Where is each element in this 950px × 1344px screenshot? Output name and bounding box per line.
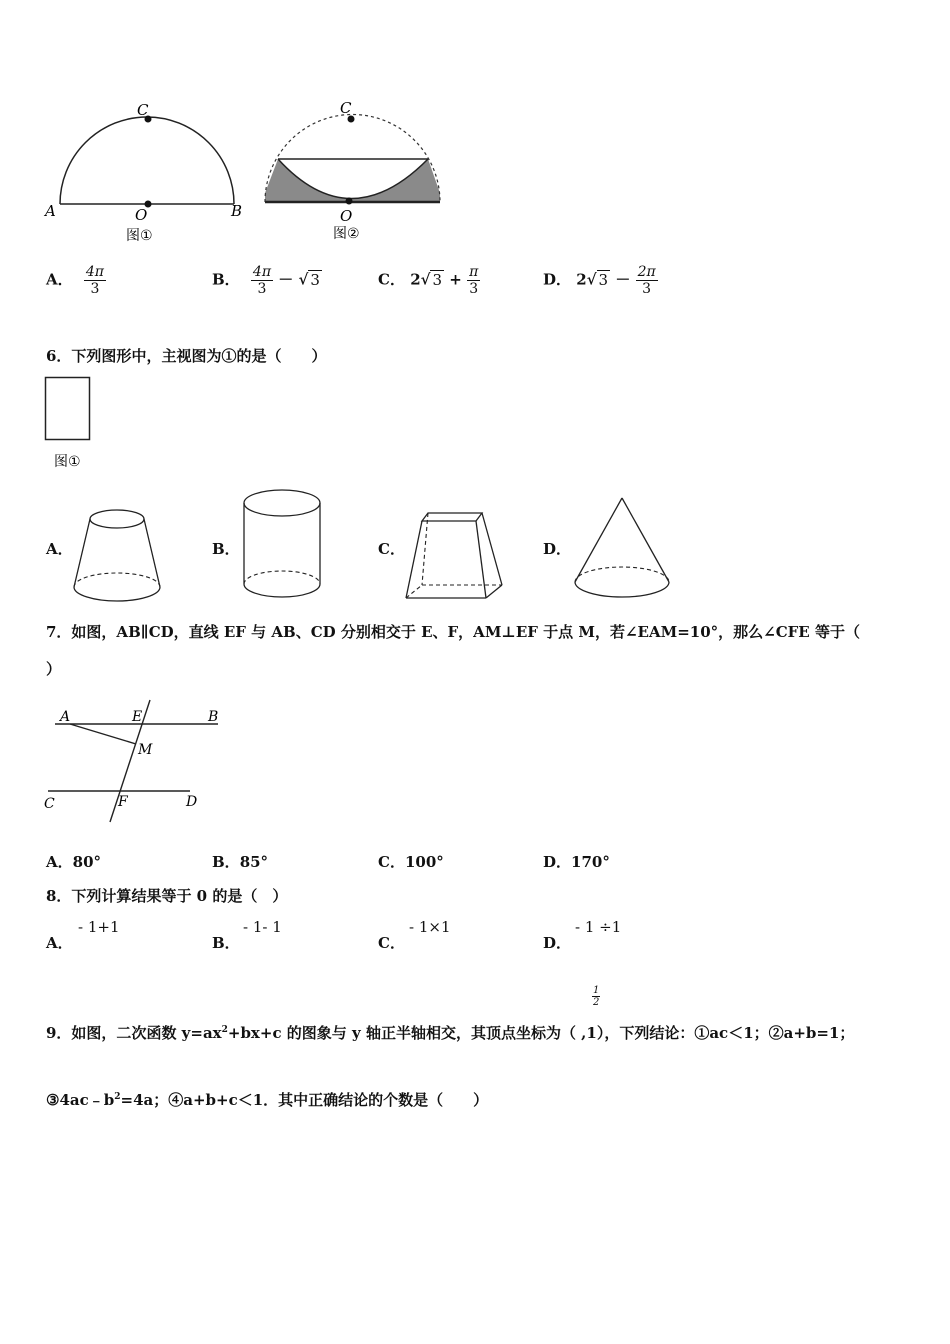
fraction: $\frac{2\pi}{3}$ [637, 264, 656, 297]
q5-option-a [46, 264, 106, 297]
q8-option-b-expr: - 1- 1 [243, 918, 282, 936]
q7-stem-line2: ） [46, 660, 62, 678]
q5-fig1-semicircle [43, 101, 242, 244]
label-o2: O [340, 207, 353, 225]
q9-stem-line1: 9．如图，二次函数 $y=ax^2+bx+c$ 的图象与 y 轴正半轴相交，其顶点坐标为（ ,1），下列结论：①ac＜1；②a+b=1； [46, 1024, 855, 1042]
q8-option-a-expr: - 1+1 [78, 918, 120, 936]
fraction: $\frac{4\pi}{3}$ [85, 264, 104, 297]
label-c: C [44, 796, 55, 812]
q7-parallel-lines-figure [40, 698, 230, 830]
option-letter: A． [46, 270, 73, 289]
sqrt-icon: √ [586, 270, 597, 289]
q8-option-d-label: D． [543, 934, 572, 952]
q8-option-a-label: A． [46, 934, 73, 952]
fig1-caption: 图① [126, 228, 153, 244]
q6-option-a-label: A． [46, 540, 73, 558]
q5-option-b: B． $\frac{4\pi}{3}$ － √ 3 [212, 264, 320, 297]
fig2-caption: 图② [333, 226, 360, 242]
fraction: $\frac{\pi}{3}$ [469, 264, 479, 297]
q5-figures [40, 98, 450, 246]
q8-stem: 8．下列计算结果等于 0 的是（ ） [46, 887, 288, 905]
label-c2: C [340, 99, 352, 117]
q7-option-a: A．80° [46, 853, 102, 871]
label-f: F [118, 794, 128, 810]
q6-option-b-label: B． [212, 540, 240, 558]
label-e: E [132, 709, 143, 725]
q8-option-c-label: C． [378, 934, 405, 952]
q8-option-b-label: B． [212, 934, 240, 952]
option-letter: B． [212, 270, 240, 289]
fraction: $\frac{4\pi}{3}$ [252, 264, 272, 297]
q6-caption: 图① [54, 454, 81, 470]
q5-fig2-folded [265, 99, 440, 242]
q8-option-d-expr: - 1 ÷1 [575, 918, 622, 936]
label-a: A [45, 202, 56, 220]
segment-am [70, 724, 136, 744]
label-m: M [138, 742, 153, 758]
label-b: B [231, 202, 243, 220]
sqrt-icon: √ [420, 270, 431, 289]
q9-vertex-fraction: 1 2 [593, 985, 600, 1008]
option-letter: C． [378, 270, 405, 289]
line-ef [110, 700, 150, 822]
q6-cylinder-shape [238, 486, 328, 604]
label-b: B [208, 709, 219, 725]
q6-option-d-label: D． [543, 540, 572, 558]
option-letter: D． [543, 270, 572, 289]
q6-frustum-shape [70, 505, 165, 610]
q8-option-c-expr: - 1×1 [409, 918, 451, 936]
q7-option-b: B．85° [212, 853, 269, 871]
q7-option-d: D．170° [543, 853, 610, 871]
q6-front-view-figure [44, 376, 104, 476]
label-d: D [186, 794, 198, 810]
q7-stem-line1: 7．如图，AB∥CD，直线 EF 与 AB、CD 分别相交于 E、F，AM⊥EF 于点 M，若∠EAM=10°，那么∠CFE 等于（ [46, 623, 860, 641]
label-c: C [137, 101, 149, 119]
q7-option-c: C．100° [378, 853, 444, 871]
label-o: O [135, 206, 148, 224]
q9-stem-line2: $③4ac﹣b^2=4a$；④a+b+c＜1．其中正确结论的个数是（ ） [46, 1091, 489, 1109]
label-a: A [60, 709, 71, 725]
q5-option-d: D． 2√ 3 － $\frac{2\pi}{3}$ [543, 264, 656, 297]
q6-option-c-label: C． [378, 540, 405, 558]
q6-stem: 6．下列图形中，主视图为①的是（ ） [46, 347, 327, 365]
q6-pyramid-frustum-shape [400, 505, 510, 605]
q6-cone-shape [568, 494, 678, 606]
q5-option-c: C． 2√ 3 + $\frac{\pi}{3}$ [378, 264, 479, 297]
front-view-rectangle [46, 378, 90, 440]
point-o2 [346, 198, 353, 205]
sqrt-icon: √ [298, 270, 309, 289]
